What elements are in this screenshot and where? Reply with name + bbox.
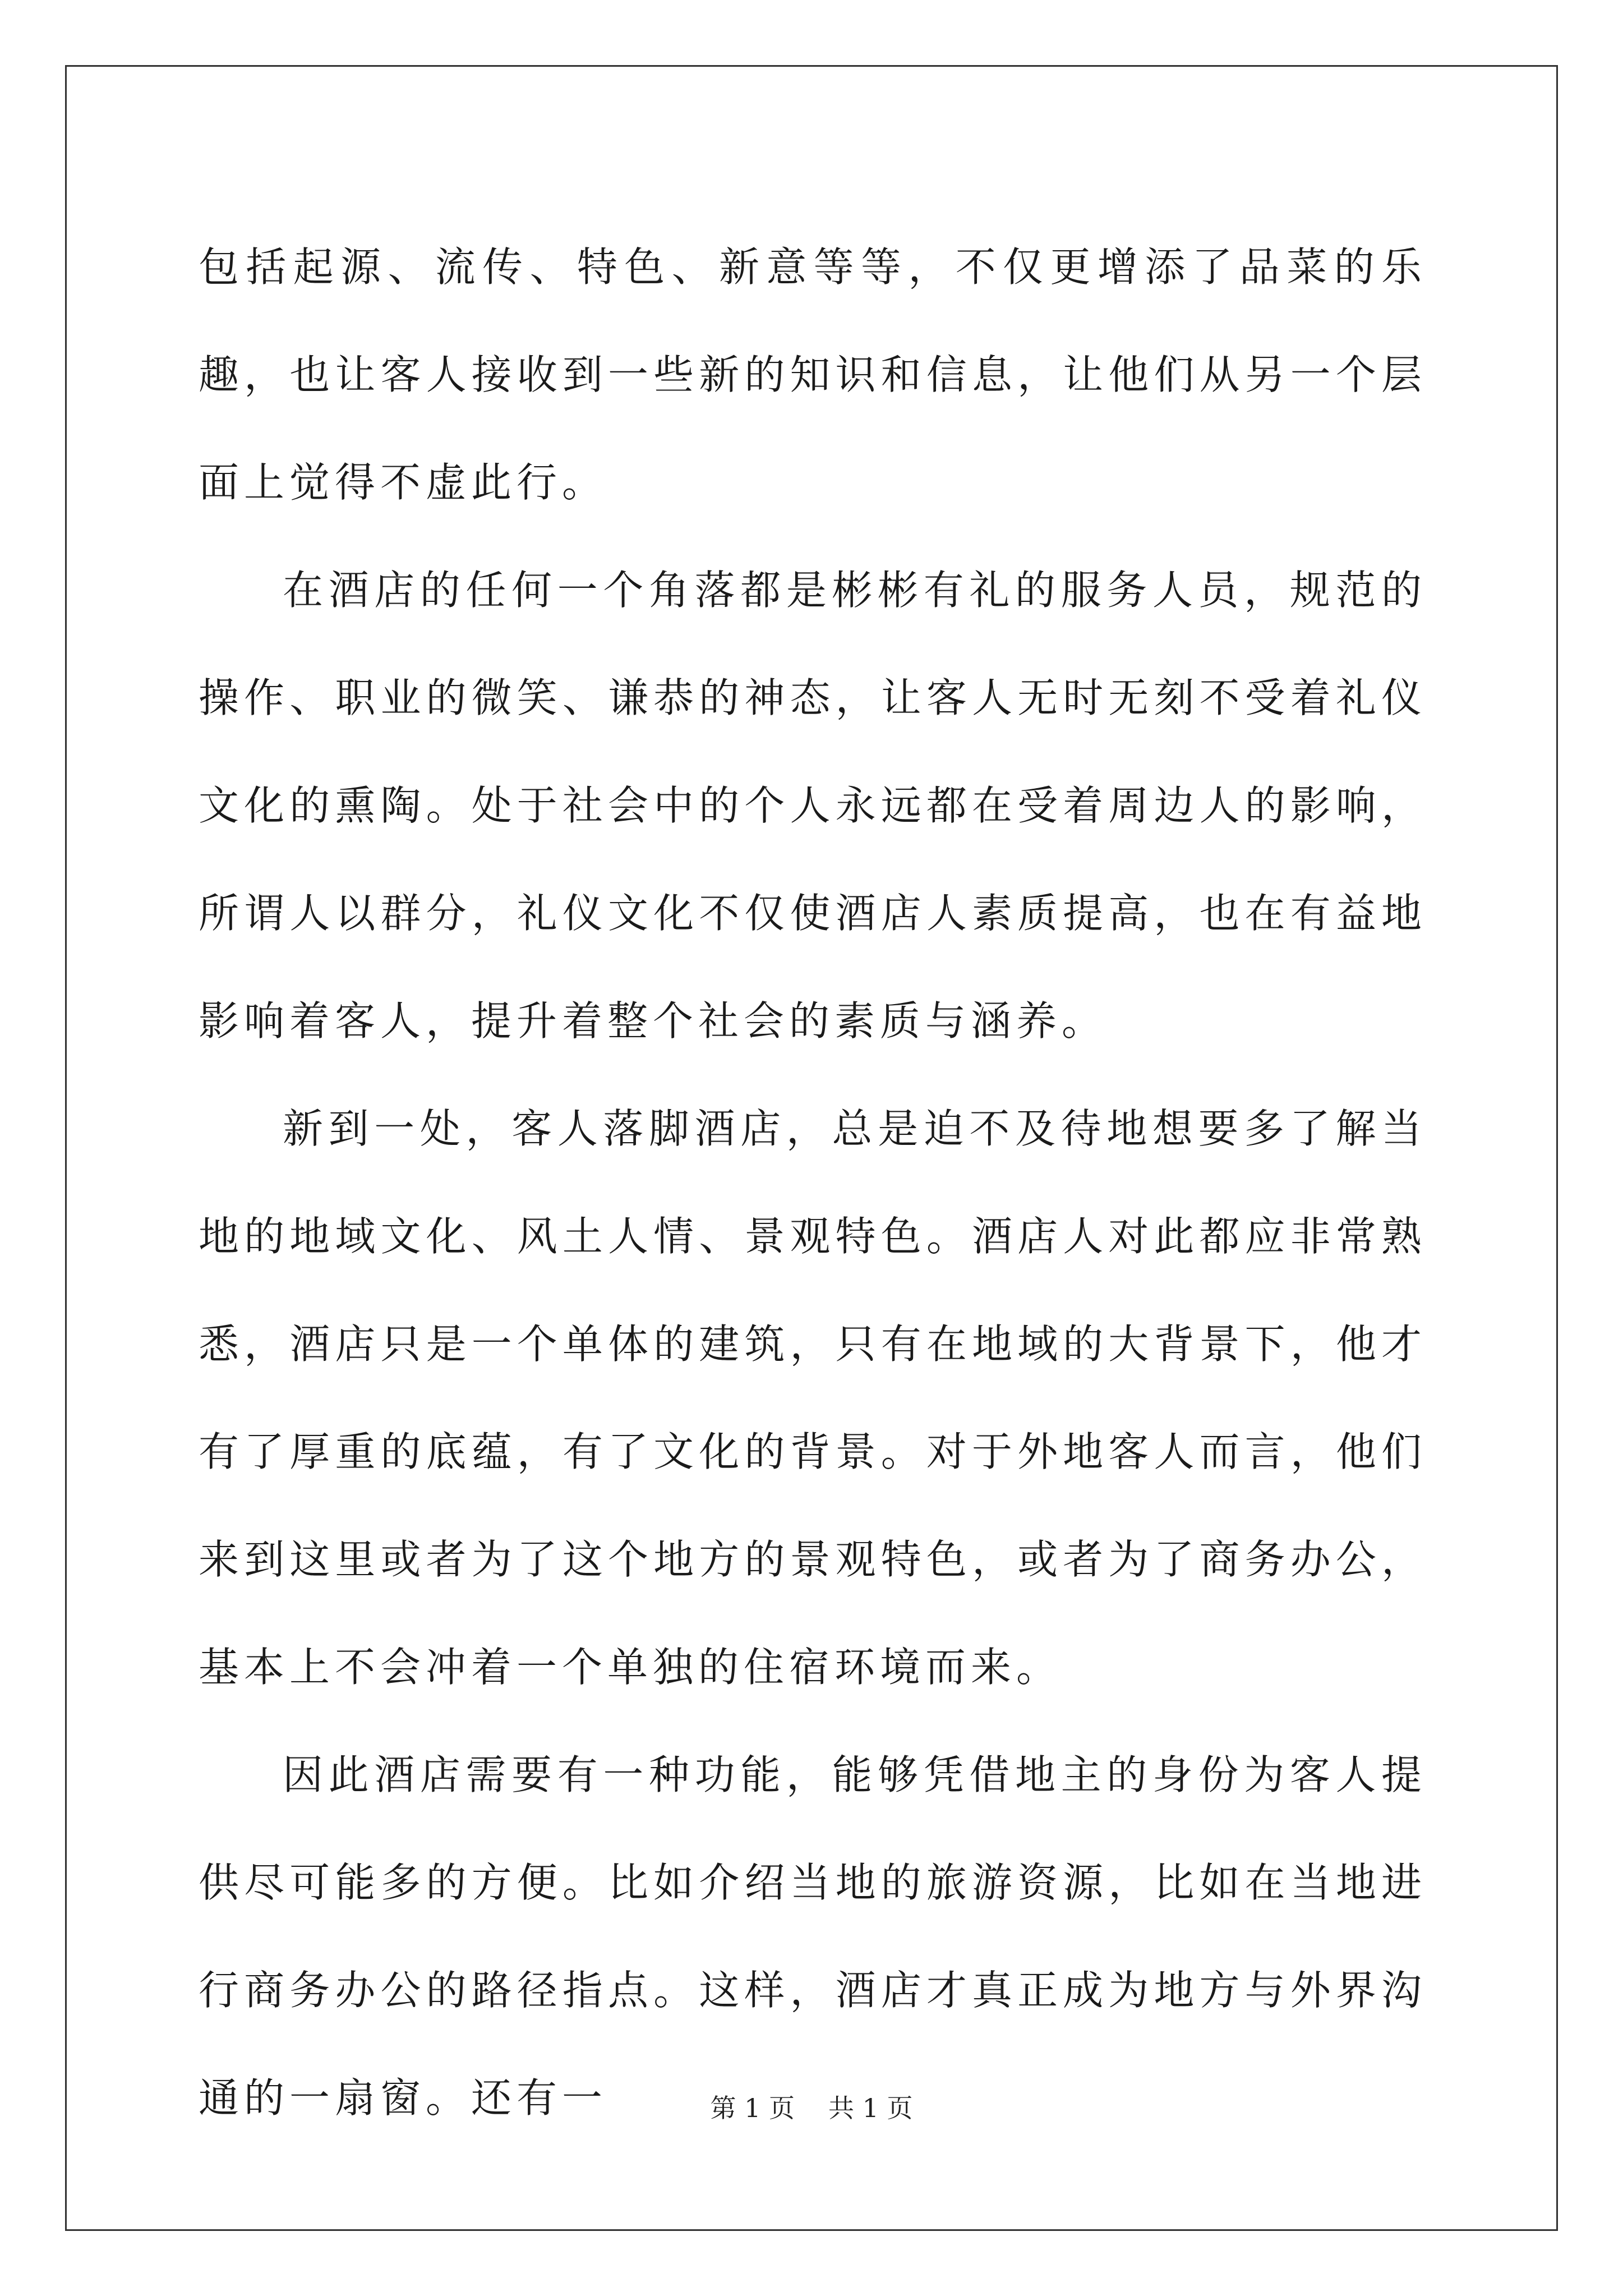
paragraph-4: 因此酒店需要有一种功能，能够凭借地主的身份为客人提供尽可能多的方便。比如介绍当地的旅游资源，比如在当地进行商务办公的路径指点。这样，酒店才真正成为地方与外界沟通的一扇窗。还有一 bbox=[199, 1751, 1427, 2122]
page-footer bbox=[0, 2091, 1623, 2125]
paragraph-2: 在酒店的任何一个角落都是彬彬有礼的服务人员，规范的操作、职业的微笑、谦恭的神态，让客人无时无刻不受着礼仪文化的熏陶。处于社会中的个人永远都在受着周边人的影响，所谓人以群分，礼仪文化不仅使酒店人素质提高，也在有益地影响着客人，提升着整个社会的素质与涵养。 bbox=[199, 567, 1427, 1045]
paragraph-3: 新到一处，客人落脚酒店，总是迫不及待地想要多了解当地的地域文化、风土人情、景观特色。酒店人对此都应非常熟悉，酒店只是一个单体的建筑，只有在地域的大背景下，他才有了厚重的底蕴，有了文化的背景。对于外地客人而言，他们来到这里或者为了这个地方的景观特色，或者为了商务办公，基本上不会冲着一个单独的住宿环境而来。 bbox=[199, 1105, 1427, 1691]
paragraph-1: 包括起源、流传、特色、新意等等，不仅更增添了品菜的乐趣，也让客人接收到一些新的知识和信息，让他们从另一个层面上觉得不虚此行。 bbox=[199, 243, 1427, 506]
document-body bbox=[199, 213, 1427, 2152]
total-pages: 共 1 页 bbox=[828, 2093, 913, 2123]
page-number: 第 1 页 bbox=[710, 2093, 795, 2123]
